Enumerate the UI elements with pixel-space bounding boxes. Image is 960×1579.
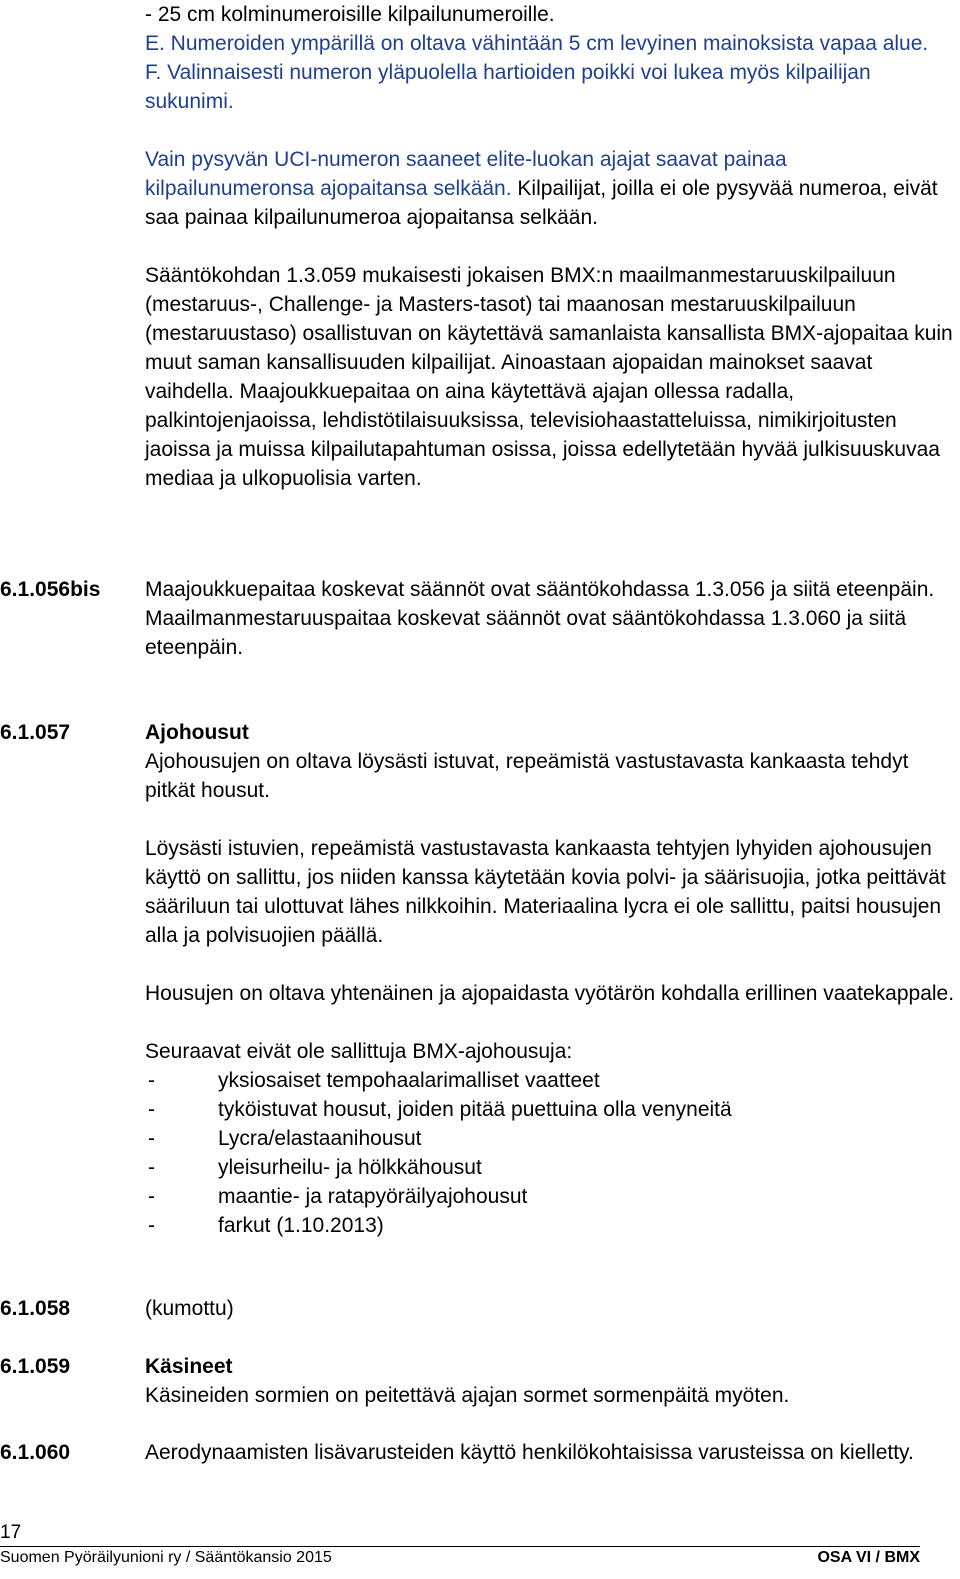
- rule-059: [145, 1352, 955, 1410]
- national-jersey-paragraph: Sääntökohdan 1.3.059 mukaisesti jokaisen BMX:n maailmanmestaruuskilpailuun (mestaruus-, Challenge- ja Masters-tasot) tai maanosan mestaruuskilpailuun (mestaruustaso) osallistuvan on käytettävä samanlaista kansallista BMX-ajopaitaa kuin muut saman kansallisuuden kilpailijat. Ainoastaan ajopaidan mainokset saavat vaihdella. Maajoukkuepaitaa on aina käytettävä ajajan ollessa radalla, palkintojenjaoissa, lehdistötilaisuuksissa, televisiohaastatteluissa, nimikirjoitusten jaoissa ja muissa kilpailutapahtuman osissa, joissa edellytetään hyvää julkisuuskuvaa mediaa ja ulkopuolisia varten.: [145, 264, 953, 490]
- rule-056bis-p2: Maailmanmestaruuspaitaa koskevat säännöt ovat sääntökohdassa 1.3.060 ja siitä eteenpäin.: [145, 607, 907, 659]
- rule-059-text: Käsineiden sormien on peitettävä ajajan sormet sormenpäitä myöten.: [145, 1384, 790, 1407]
- list-item: - tyköistuvat housut, joiden pitää puettuina olla venyneitä: [148, 1098, 732, 1121]
- list-item: - Lycra/elastaanihousut: [148, 1127, 422, 1150]
- page-number: 17: [0, 1522, 22, 1543]
- footer-publisher: Suomen Pyöräilyunioni ry / Sääntökansio 2015: [0, 1549, 332, 1566]
- rule-058-text: (kumottu): [145, 1297, 234, 1320]
- rule-057-list: [145, 1066, 955, 1240]
- rule-056bis-p1: Maajoukkuepaitaa koskevat säännöt ovat sääntökohdassa 1.3.056 ja siitä eteenpäin.: [145, 578, 935, 601]
- rule-060-text: Aerodynaamisten lisävarusteiden käyttö henkilökohtaisissa varusteissa on kielletty.: [145, 1441, 914, 1464]
- top-block: [145, 0, 955, 493]
- list-item: - maantie- ja ratapyöräilyajohousut: [148, 1185, 528, 1208]
- rule-057-heading: Ajohousut: [145, 721, 249, 744]
- rule-057-p2: Löysästi istuvien, repeämistä vastustavasta kankaasta tehtyjen lyhyiden ajohousujen käyttö on sallittu, jos niiden kanssa käytetään kovia polvi- ja säärisuojia, jotka peittävät sääriluun tai ulottuvat lähes nilkkoihin. Materiaalina lycra ei ole sallittu, paitsi housujen alla ja polvisuojien päällä.: [145, 837, 946, 947]
- rule-057-p3: Housujen on oltava yhtenäinen ja ajopaidasta vyötärön kohdalla erillinen vaatekappale.: [145, 982, 955, 1005]
- rule-059-heading: Käsineet: [145, 1355, 233, 1378]
- list-item: - yksiosaiset tempohaalarimalliset vaatteet: [148, 1069, 600, 1092]
- rule-number-056bis: 6.1.056bis: [0, 578, 101, 601]
- rule-058: [145, 1294, 955, 1323]
- rule-number-060: 6.1.060: [0, 1441, 71, 1464]
- line-f: F. Valinnaisesti numeron yläpuolella hartioiden poikki voi lukea myös kilpailijan sukunimi.: [145, 61, 871, 113]
- rule-057-p1: Ajohousujen on oltava löysästi istuvat, repeämistä vastustavasta kankaasta tehdyt pitkät housut.: [145, 750, 909, 802]
- list-item: - yleisurheilu- ja hölkkähousut: [148, 1156, 482, 1179]
- rule-number-058: 6.1.058: [0, 1297, 71, 1320]
- uci-number-sentence-black: Kilpailijat, joilla ei ole pysyvää numeroa, eivät saa painaa kilpailunumeroa ajopaitansa selkään.: [145, 177, 938, 229]
- rule-056bis: [145, 575, 955, 662]
- rule-057: [145, 718, 955, 1240]
- rule-number-059: 6.1.059: [0, 1355, 71, 1378]
- list-item: - farkut (1.10.2013): [148, 1214, 384, 1237]
- footer-section: OSA VI / BMX: [817, 1549, 920, 1566]
- line-e: E. Numeroiden ympärillä on oltava vähintään 5 cm levyinen mainoksista vapaa alue.: [145, 32, 929, 55]
- rule-057-list-intro: Seuraavat eivät ole sallittuja BMX-ajohousuja:: [145, 1040, 573, 1063]
- rule-060: [145, 1438, 955, 1467]
- uci-number-paragraph: [145, 145, 955, 232]
- line-25cm: - 25 cm kolminumeroisille kilpailunumeroille.: [145, 3, 555, 26]
- uci-number-sentence-blue: Vain pysyvän UCI-numeron saaneet elite-luokan ajajat saavat painaa kilpailunumeronsa ajopaitansa selkään.: [145, 148, 787, 200]
- rule-number-057: 6.1.057: [0, 721, 71, 744]
